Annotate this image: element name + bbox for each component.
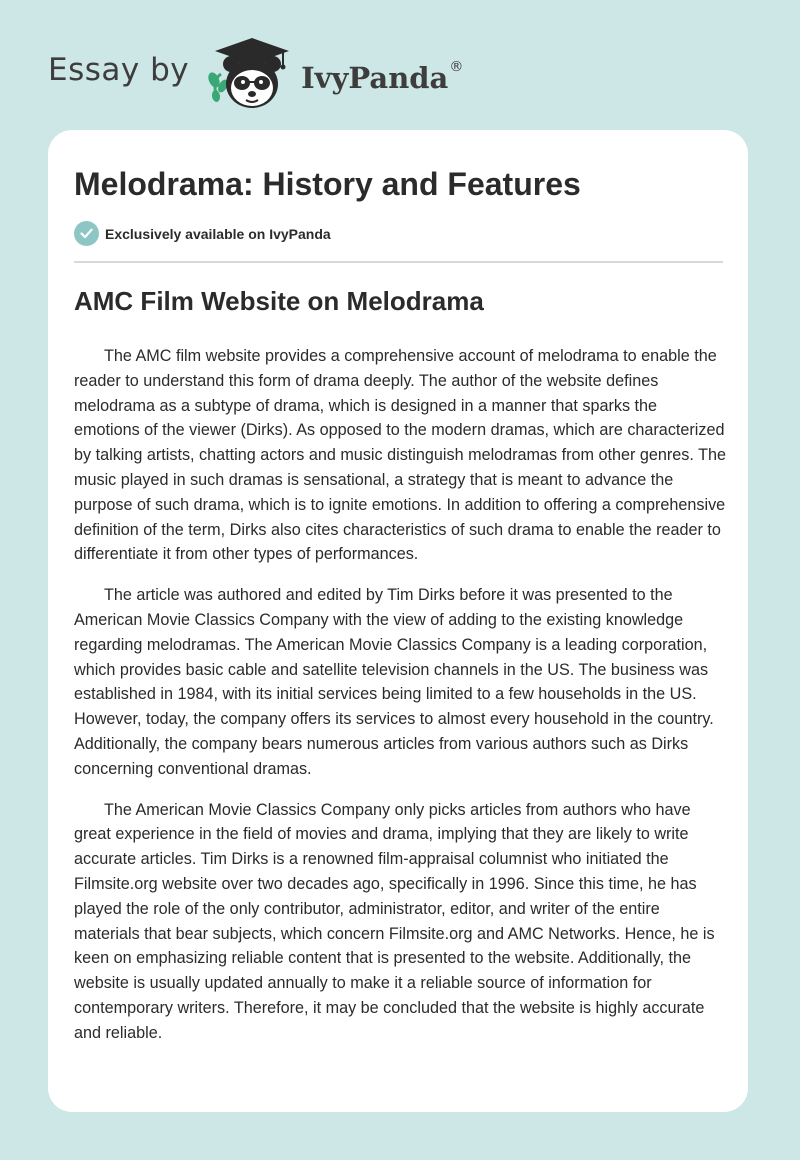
section-heading: AMC Film Website on Melodrama bbox=[74, 286, 484, 316]
essay-card bbox=[48, 130, 748, 1112]
check-icon bbox=[74, 221, 99, 246]
divider bbox=[74, 261, 723, 263]
brand-name-text: IvyPanda bbox=[301, 61, 449, 95]
essay-by-label: Essay by bbox=[48, 52, 190, 88]
paragraph: The American Movie Classics Company only picks articles from authors who have great experience in the field of movies and drama, implying that they are likely to write accurate articles. Tim Dirks is a renowned film-appraisal columnist who initiated the Filmsite.org website over two decades ago, specifically in 1996. Since this time, he has played the role of the only contributor, administrator, editor, and writer of the entire materials that bear subjects, which concern Filmsite.org and AMC Networks. Hence, he is keen on emphasizing reliable content that is presented to the website. Additionally, the website is usually updated annually to make it a reliable source of information for contemporary writers. Therefore, it may be concluded that the website is highly accurate and reliable. bbox=[74, 800, 715, 1042]
paragraph: The article was authored and edited by Tim Dirks before it was presented to the American Movie Classics Company with the view of adding to the existing knowledge regarding melodramas. The American Movie Classics Company is a leading corporation, which provides basic cable and satellite television channels in the US. The business was established in 1984, with its initial services being limited to a few households in the US. However, today, the company offers its services to almost every household in the country. Additionally, the company bears numerous articles from various authors such as Dirks concerning conventional dramas. bbox=[74, 586, 714, 778]
registered-mark: ® bbox=[449, 59, 464, 76]
site-header bbox=[48, 34, 463, 114]
exclusive-badge bbox=[74, 221, 331, 246]
brand-name bbox=[301, 61, 463, 95]
essay-body bbox=[74, 344, 726, 1062]
page-title: Melodrama: History and Features bbox=[74, 166, 581, 202]
panda-logo-icon[interactable] bbox=[203, 34, 299, 114]
exclusive-label: Exclusively available on IvyPanda bbox=[105, 225, 331, 242]
paragraph: The AMC film website provides a comprehensive account of melodrama to enable the reader to understand this form of drama deeply. The author of the website defines melodrama as a subtype of drama, which is designed in a manner that sparks the emotions of the viewer (Dirks). As opposed to the modern dramas, which are characterized by talking artists, chatting actors and music distinguish melodramas from other genres. The music played in such dramas is sensational, a strategy that is meant to advance the purpose of such drama, which is to ignite emotions. In addition to offering a comprehensive definition of the term, Dirks also cites characteristics of such drama to enable the reader to differentiate it from other types of performances. bbox=[74, 347, 726, 564]
